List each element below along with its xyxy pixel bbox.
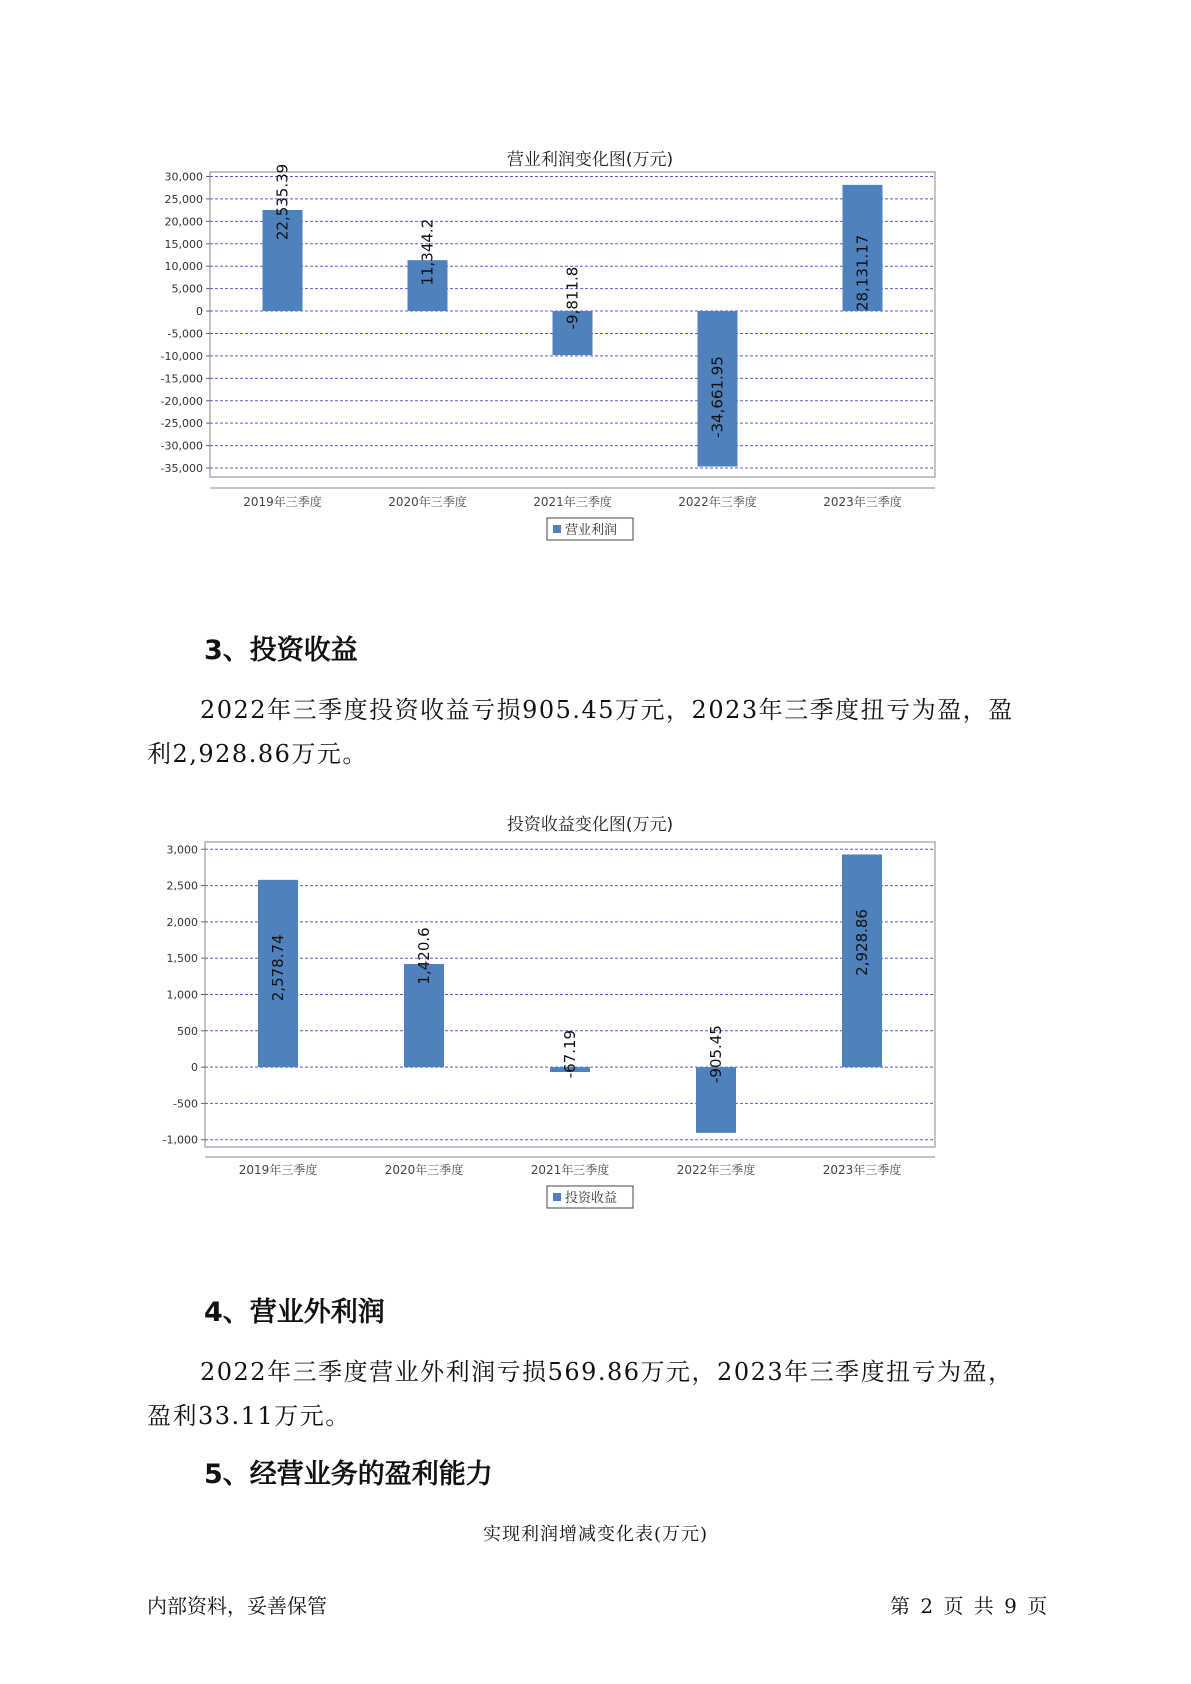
paragraph-investment-income (147, 688, 1047, 776)
x-tick-label: 2022年三季度 (678, 495, 757, 509)
y-tick-label: 5,000 (171, 282, 203, 296)
y-tick-label: 0 (191, 1061, 198, 1075)
x-tick-label: 2020年三季度 (384, 1163, 464, 1177)
data-label-group (853, 909, 871, 976)
x-tick-label: 2019年三季度 (238, 1163, 318, 1177)
data-label-group (709, 356, 727, 438)
chart-svg (160, 805, 1020, 1250)
y-tick-label: 25,000 (164, 192, 203, 206)
data-label: 28,131.17 (853, 234, 872, 312)
y-tick-label: -500 (173, 1097, 198, 1111)
y-tick-label: 15,000 (164, 237, 203, 251)
y-tick-label: -1,000 (162, 1133, 198, 1147)
paragraph-non-operating-profit (147, 1350, 1047, 1438)
table-caption: 实现利润增减变化表(万元) (482, 1524, 709, 1545)
x-tick-label: 2022年三季度 (676, 1163, 756, 1177)
data-label: 2,928.86 (853, 909, 871, 976)
y-tick-label: 1,500 (166, 952, 198, 966)
y-tick-label: -30,000 (160, 439, 203, 453)
legend-label: 营业利润 (565, 523, 618, 538)
data-label-group (854, 235, 872, 311)
chart-title: 营业利润变化图(万元) (506, 150, 674, 170)
legend (547, 1186, 633, 1208)
paragraph-line: 2022年三季度投资收益亏损905.45万元，2023年三季度扭亏为盈，盈 (200, 696, 1014, 724)
data-label-group (561, 1030, 579, 1078)
data-label: 1,420.6 (415, 927, 433, 985)
data-label-group (419, 219, 437, 286)
y-tick-label: 1,000 (166, 988, 198, 1002)
data-label: -9,811.8 (563, 266, 582, 330)
data-label-group (415, 927, 433, 984)
paragraph-line: 盈利33.11万元。 (147, 1402, 351, 1430)
data-label-group (274, 164, 292, 240)
y-tick-label: -35,000 (160, 462, 203, 476)
section-heading-profitability: 5、经营业务的盈利能力 (204, 1459, 493, 1490)
data-label: 11,344.2 (418, 218, 437, 286)
data-label: 22,535.39 (273, 163, 292, 241)
data-label: 2,578.74 (269, 934, 287, 1002)
data-label-group (707, 1025, 725, 1083)
section-heading-investment-income: 3、投资收益 (204, 635, 358, 666)
paragraph-line: 利2,928.86万元。 (147, 740, 368, 768)
y-tick-label: 2,500 (166, 879, 198, 893)
y-tick-label: -20,000 (160, 394, 203, 408)
data-label: -67.19 (561, 1029, 579, 1079)
y-tick-label: -5,000 (167, 327, 203, 341)
section-heading-non-operating-profit: 4、营业外利润 (204, 1297, 385, 1328)
y-tick-label: 10,000 (164, 260, 203, 274)
y-tick-label: 20,000 (164, 215, 203, 229)
x-tick-label: 2020年三季度 (388, 495, 467, 509)
legend-label: 投资收益 (565, 1191, 618, 1206)
x-tick-label: 2023年三季度 (822, 1163, 902, 1177)
y-tick-label: -25,000 (160, 417, 203, 431)
x-tick-label: 2021年三季度 (533, 495, 612, 509)
y-tick-label: 3,000 (166, 843, 198, 857)
legend (547, 518, 633, 540)
legend-swatch (553, 525, 561, 533)
chart-svg (160, 140, 1020, 600)
data-label: -34,661.95 (708, 356, 727, 438)
x-tick-label: 2019年三季度 (243, 495, 322, 509)
x-tick-label: 2023年三季度 (823, 495, 902, 509)
legend-swatch (553, 1193, 561, 1201)
y-tick-label: 500 (177, 1024, 198, 1038)
data-label-group (269, 934, 287, 1001)
paragraph-line: 2022年三季度营业外利润亏损569.86万元，2023年三季度扭亏为盈， (200, 1358, 1014, 1386)
investment-income-chart (160, 805, 1020, 1250)
footer-confidential: 内部资料，妥善保管 (147, 1594, 327, 1618)
data-label: -905.45 (707, 1025, 725, 1084)
footer-page-number: 第 2 页 共 9 页 (890, 1594, 1048, 1618)
y-tick-label: 2,000 (166, 915, 198, 929)
y-tick-label: 30,000 (164, 170, 203, 184)
y-tick-label: -15,000 (160, 372, 203, 386)
x-tick-label: 2021年三季度 (530, 1163, 610, 1177)
operating-profit-chart (160, 140, 1020, 600)
y-tick-label: -10,000 (160, 349, 203, 363)
y-tick-label: 0 (196, 305, 203, 319)
chart-title: 投资收益变化图(万元) (506, 815, 674, 835)
data-label-group (564, 267, 582, 330)
